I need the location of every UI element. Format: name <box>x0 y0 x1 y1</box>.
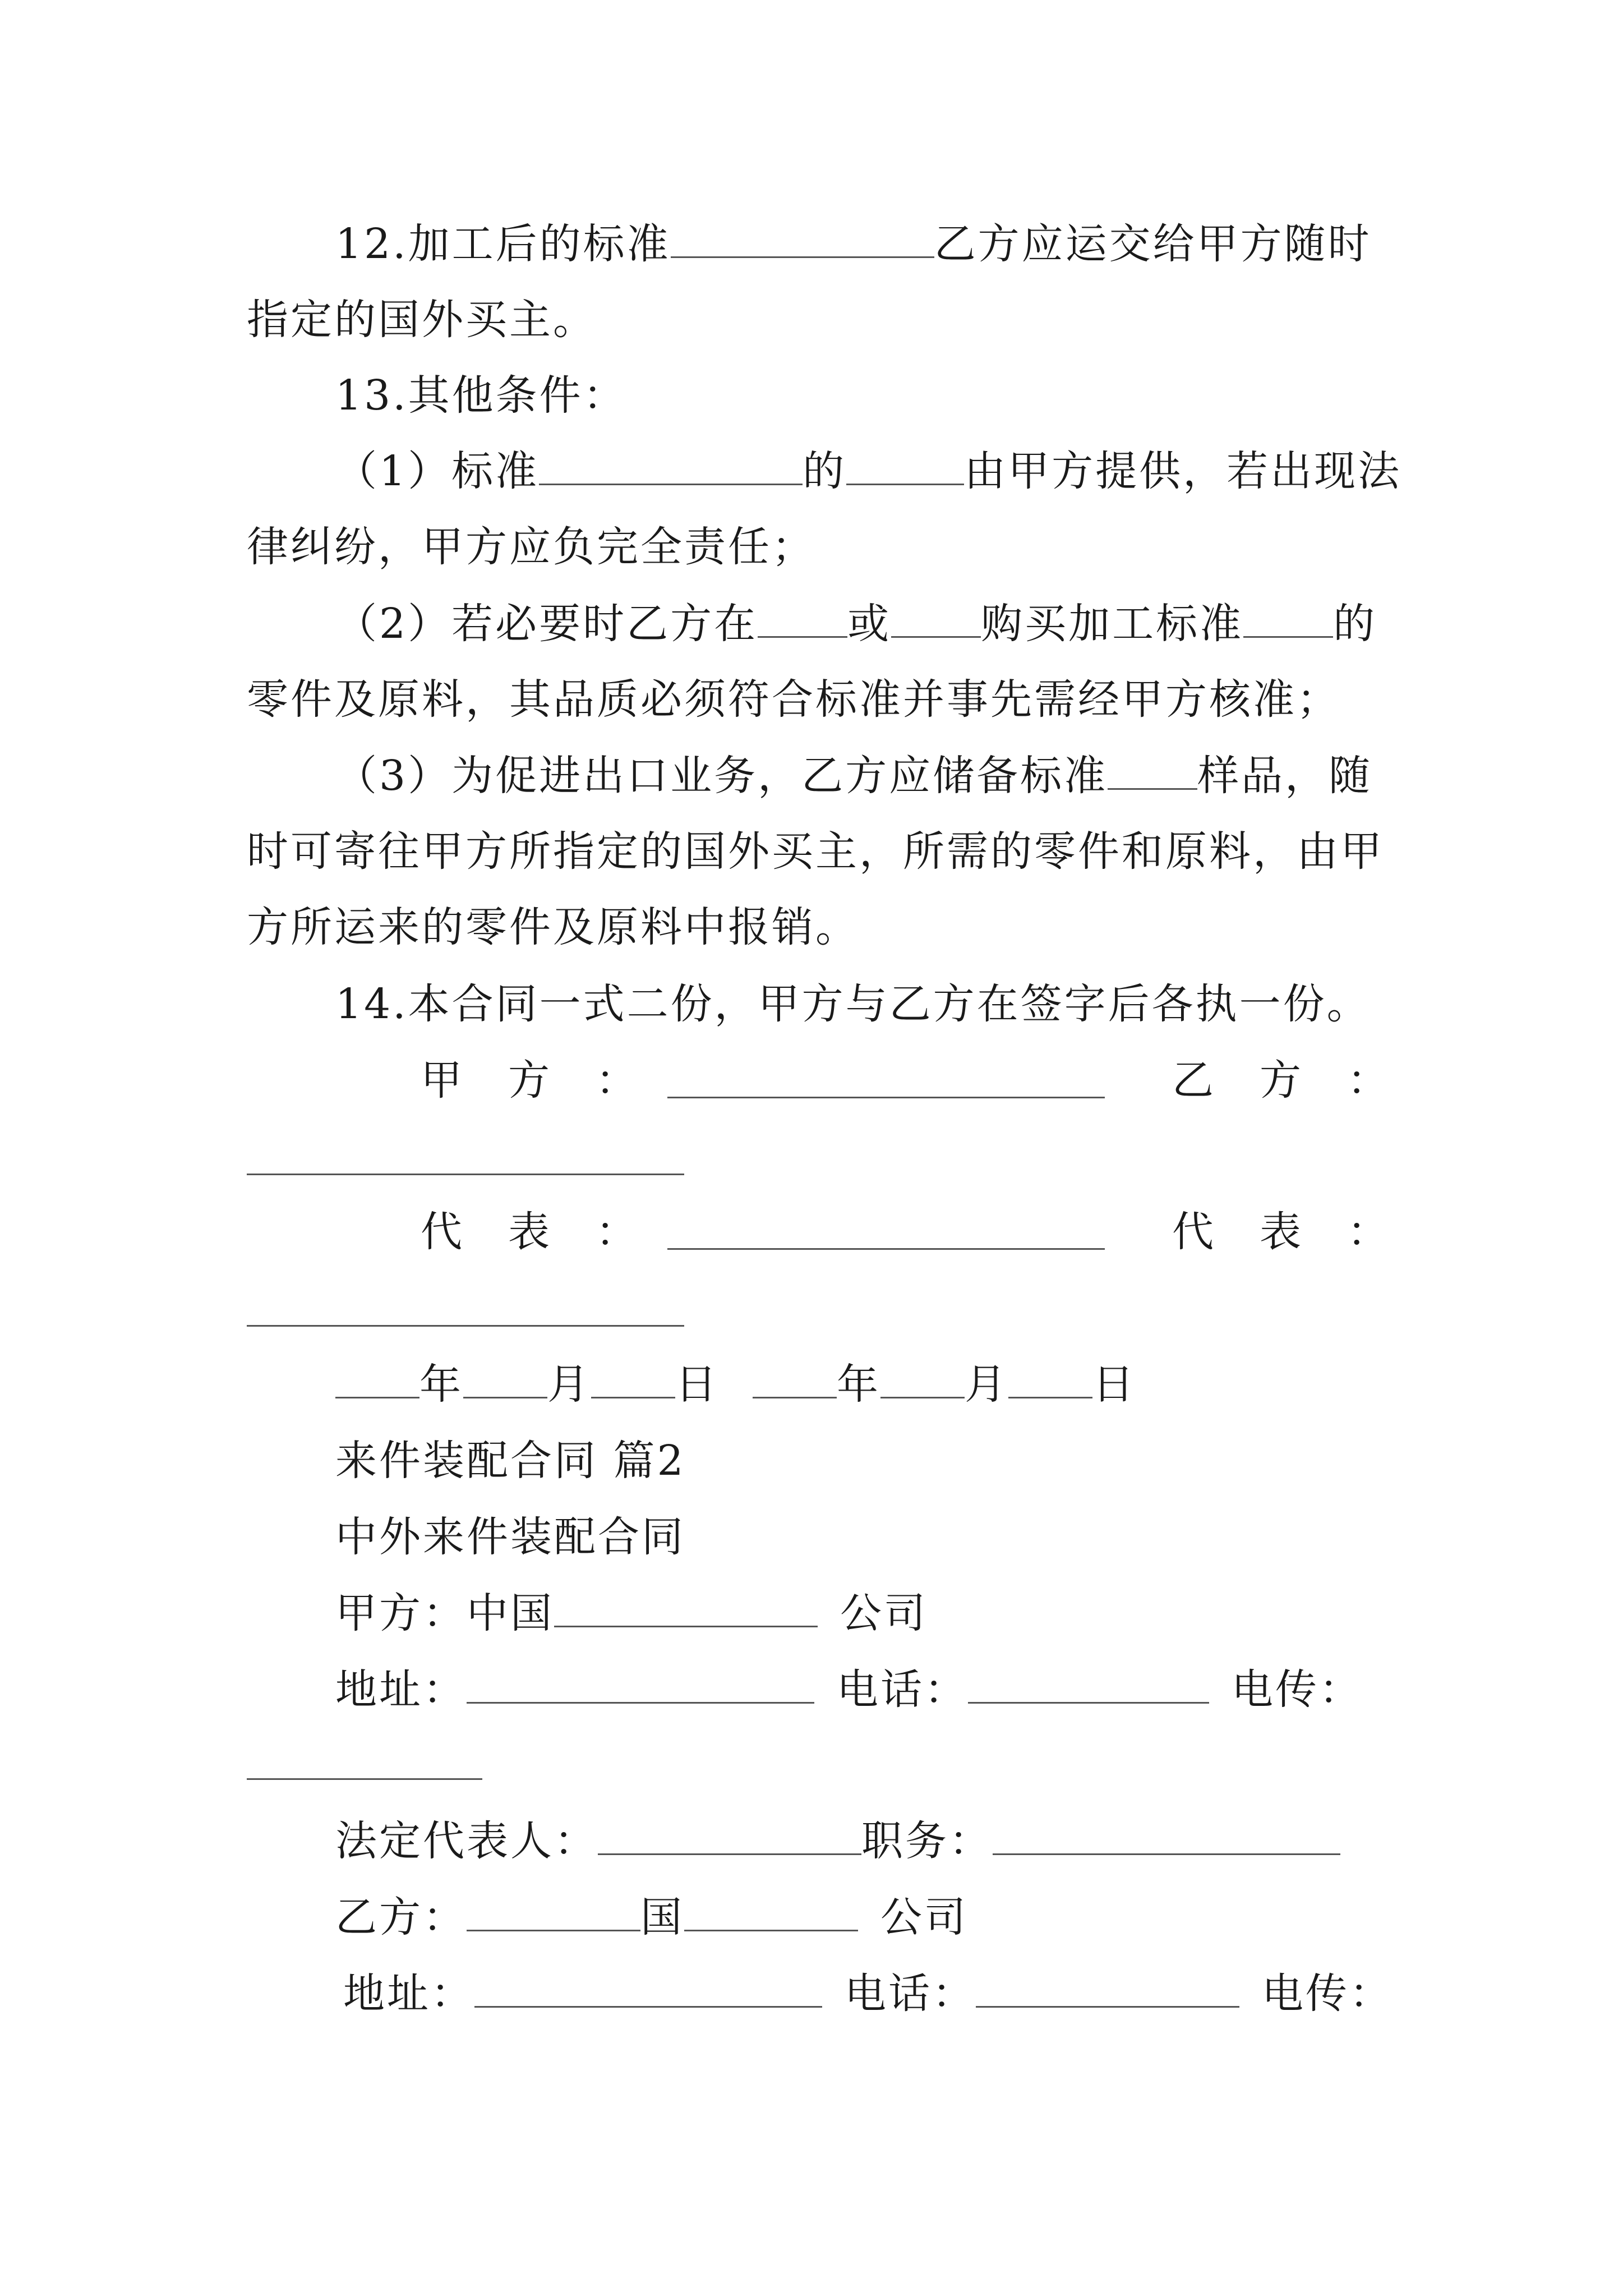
blank-party-a-address[interactable] <box>467 1662 814 1704</box>
party-b-fax-label: 电传： <box>1262 1970 1393 2018</box>
blank-party-b-name[interactable] <box>467 1889 640 1931</box>
clause-13-title: 13.其他条件： <box>335 371 627 420</box>
item-2-text-c: 购买加工标准 <box>981 600 1244 648</box>
party-a-address-label: 地址： <box>335 1665 467 1714</box>
item-2-text-a: （2）若必要时乙方在 <box>335 600 758 648</box>
item-3-text-a: （3）为促进出口业务，乙方应储备标准 <box>335 752 1108 800</box>
blank-party-b-address[interactable] <box>474 1966 822 2008</box>
position-label: 职务： <box>861 1817 993 1865</box>
party-a-sign-line[interactable] <box>667 1097 1105 1098</box>
blank-day-a[interactable] <box>591 1356 675 1398</box>
clause-12-text-a: 加工后的标准 <box>408 220 671 268</box>
month-b: 月 <box>965 1360 1008 1409</box>
contract-2-title: 中外来件装配合同 <box>335 1513 685 1561</box>
blank-item-2-c[interactable] <box>1243 596 1333 638</box>
clause-13-item-2-line-1 <box>335 596 1377 652</box>
item-2-text-b: 或 <box>847 600 892 648</box>
blank-party-a-phone[interactable] <box>968 1662 1209 1704</box>
blank-item-1-b[interactable] <box>846 443 964 485</box>
contract-2-heading: 来件装配合同 篇2 <box>335 1437 686 1485</box>
month-a: 月 <box>547 1360 591 1409</box>
clause-13-item-1-line-1 <box>335 443 1401 499</box>
clause-12-text-b: 乙方应运交给甲方随时 <box>934 220 1372 268</box>
blank-item-3[interactable] <box>1108 748 1197 790</box>
blank-year-b[interactable] <box>753 1356 837 1398</box>
party-b-phone-label: 电话： <box>845 1970 976 2018</box>
party-a-contact-line <box>335 1662 1363 1718</box>
blank-item-2-b[interactable] <box>891 596 981 638</box>
blank-day-b[interactable] <box>1008 1356 1092 1398</box>
blank-item-1-a[interactable] <box>539 443 803 485</box>
rep-a-label: 代 表 ： <box>421 1208 639 1256</box>
party-a-sign-label: 甲 方 ： <box>421 1056 639 1105</box>
blank-month-a[interactable] <box>463 1356 547 1398</box>
blank-party-b-country[interactable] <box>684 1889 858 1931</box>
rep-b-label: 代 表 ： <box>1172 1208 1391 1256</box>
clause-13-item-3-line-2: 时可寄往甲方所指定的国外买主，所需的零件和原料，由甲 <box>247 827 1384 876</box>
party-b-sign-line[interactable] <box>247 1174 684 1175</box>
clause-12-number: 12. <box>335 220 408 268</box>
clause-13-item-3-line-1 <box>335 748 1372 804</box>
blank-position[interactable] <box>993 1813 1340 1855</box>
party-b-company: 公司 <box>880 1893 968 1941</box>
legal-rep-label: 法定代表人： <box>335 1817 598 1865</box>
blank-party-a-company[interactable] <box>554 1585 818 1627</box>
item-2-text-d: 的 <box>1333 600 1377 648</box>
item-3-text-b: 样品，随 <box>1197 752 1373 800</box>
party-a-phone-label: 电话： <box>837 1665 968 1714</box>
clause-14: 14.本合同一式二份，甲方与乙方在签字后各执一份。 <box>335 980 1371 1028</box>
party-b-label: 乙方： <box>335 1893 467 1941</box>
rep-b-sign-line[interactable] <box>247 1325 684 1327</box>
day-b: 日 <box>1092 1360 1136 1409</box>
clause-13-item-1-line-2: 律纠纷，甲方应负完全责任； <box>247 523 815 571</box>
party-b-sign-label: 乙 方 ： <box>1172 1056 1391 1105</box>
blank-year-a[interactable] <box>335 1356 419 1398</box>
party-b-country: 国 <box>640 1893 684 1941</box>
sign-dates <box>335 1356 1136 1412</box>
clause-12-line-1 <box>335 216 1372 272</box>
clause-13-item-3-line-3: 方所运来的零件及原料中报销。 <box>247 903 859 951</box>
party-a-company: 公司 <box>840 1589 928 1637</box>
party-b-contact-line <box>343 1966 1393 2022</box>
blank-legal-rep[interactable] <box>598 1813 861 1855</box>
party-b-address-label: 地址： <box>343 1970 474 2018</box>
party-a-line <box>335 1585 928 1641</box>
party-b-line <box>335 1889 968 1945</box>
party-a-legal-rep-line <box>335 1813 1340 1869</box>
day-a: 日 <box>675 1360 719 1409</box>
item-1-text-b: 的 <box>803 447 847 495</box>
rep-a-sign-line[interactable] <box>667 1248 1105 1250</box>
party-a-fax-line[interactable] <box>247 1778 482 1780</box>
blank-party-b-phone[interactable] <box>976 1966 1239 2008</box>
blank-item-2-a[interactable] <box>758 596 847 638</box>
party-a-fax-label: 电传： <box>1232 1665 1363 1714</box>
blank-standard[interactable] <box>671 216 934 258</box>
item-1-text-c: 由甲方提供，若出现法 <box>964 447 1402 495</box>
blank-month-b[interactable] <box>880 1356 965 1398</box>
year-a: 年 <box>419 1360 463 1409</box>
party-a-label: 甲方：中国 <box>335 1589 554 1637</box>
clause-13-item-2-line-2: 零件及原料，其品质必须符合标准并事先需经甲方核准； <box>247 675 1340 724</box>
item-1-text-a: （1）标准 <box>335 447 540 495</box>
year-b: 年 <box>837 1360 880 1409</box>
clause-12-line-2: 指定的国外买主。 <box>247 296 597 344</box>
